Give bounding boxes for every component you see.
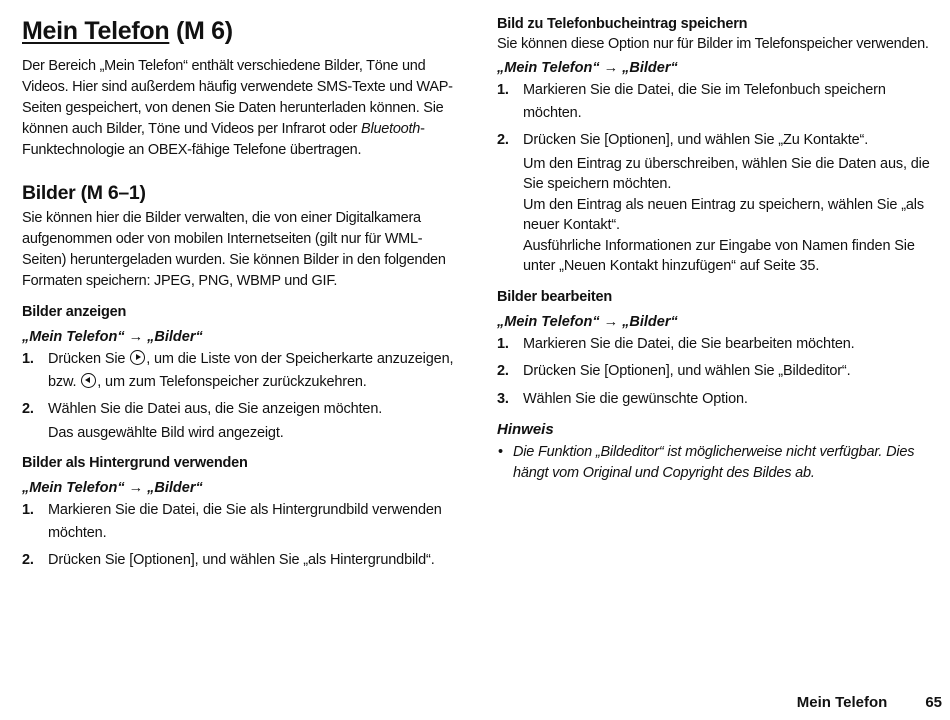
step-text: Drücken Sie [Optionen], und wählen Sie „Zu Kontakte“. [523, 132, 869, 148]
step-detail-text: Um den Eintrag zu überschreiben, wählen Sie die Daten aus, die Sie speichern möchten. [523, 155, 930, 192]
subheading-bilder-bearbeiten: Bilder bearbeiten [497, 288, 613, 305]
menu-path: „Mein Telefon“ → „Bilder“ [22, 480, 203, 496]
page-number: 65 [925, 694, 942, 711]
menu-path: „Mein Telefon“ → „Bilder“ [497, 313, 678, 330]
step-text: Markieren Sie die Datei, die Sie als Hintergrundbild verwenden möchten. [48, 502, 442, 541]
step-number: 2. [22, 401, 34, 417]
step-item [497, 129, 932, 277]
note-item: • Die Funktion „Bildeditor“ ist möglicherweise nicht verfügbar. Dies hängt vom Original und Copyright des Bildes ab. [497, 442, 932, 484]
note-list [497, 442, 932, 484]
step-text: Drücken Sie [Optionen], und wählen Sie „Bildeditor“. [523, 363, 851, 379]
step-item [22, 499, 462, 544]
step-text: Markieren Sie die Datei, die Sie im Telefonbuch speichern möchten. [523, 82, 886, 121]
right-column [497, 14, 932, 484]
page-footer [797, 694, 942, 720]
intro-bluetooth: Bluetooth [361, 121, 421, 137]
step-number: 1. [22, 351, 34, 367]
steps-bilder-bearbeiten [497, 333, 932, 411]
telefonbuch-description: Sie können diese Option nur für Bilder im Telefonspeicher verwenden. [497, 36, 929, 52]
step-number: 1. [497, 82, 509, 98]
menu-path: „Mein Telefon“ → „Bilder“ [22, 329, 203, 345]
step-number: 2. [22, 552, 34, 568]
step-number: 1. [497, 335, 509, 352]
intro-text-1: Der Bereich „Mein Telefon“ enthält verschiedene Bilder, Töne und Videos. Hier sind außerdem häufig verwendete SMS-Texte und WAP-Seiten gespeichert, von denen Sie Daten herunterladen können. Sie können auch Bilder, Töne und Videos per Infrarot oder [22, 58, 453, 137]
step-text: Drücken Sie [48, 351, 130, 367]
page-title-code: (M 6) [175, 17, 233, 45]
left-column [22, 14, 462, 577]
step-item [497, 333, 932, 356]
step-item [497, 360, 932, 383]
footer-section-title: Mein Telefon [796, 694, 888, 711]
intro-text-2: -Funktechnologie an OBEX-fähige Telefone übertragen. [22, 121, 425, 158]
intro-paragraph [22, 56, 462, 161]
step-text: Wählen Sie die gewünschte Option. [523, 390, 748, 407]
step-number: 2. [497, 363, 509, 379]
step-item [22, 398, 462, 443]
bilder-description: Sie können hier die Bilder verwalten, die von einer Digitalkamera aufgenommen oder von mobilen Internetseiten (gilt nur für WML-Seiten) heruntergeladen wurden. Sie können Bilder in den folgenden Formaten speichern: JPEG, PNG, WBMP und GIF. [22, 210, 446, 289]
step-item [497, 79, 932, 124]
page-title-main: Mein Telefon [22, 17, 170, 45]
nav-key-left-icon [81, 373, 96, 388]
step-text: Markieren Sie die Datei, die Sie bearbeiten möchten. [523, 335, 855, 352]
note-heading: Hinweis [497, 421, 554, 438]
section-heading-bilder: Bilder (M 6–1) [22, 182, 146, 204]
step-item [22, 549, 462, 572]
step-text: , um zum Telefonspeicher zurückzukehren. [97, 373, 367, 390]
step-text: Wählen Sie die Datei aus, die Sie anzeigen möchten. [48, 401, 383, 417]
step-text: Drücken Sie [Optionen], und wählen Sie „als Hintergrundbild“. [48, 552, 435, 568]
step-detail-text: Um den Eintrag als neuen Eintrag zu speichern, wählen Sie „als neuer Kontakt“. [523, 196, 924, 233]
step-number: 3. [497, 390, 509, 407]
step-number: 1. [22, 502, 34, 518]
page-title [22, 14, 462, 48]
step-item [497, 388, 932, 411]
steps-hintergrund [22, 499, 462, 572]
step-result-text: Das ausgewählte Bild wird angezeigt. [48, 424, 284, 441]
menu-path: „Mein Telefon“ → „Bilder“ [497, 60, 678, 76]
step-item [22, 348, 462, 393]
steps-bilder-anzeigen [22, 348, 462, 443]
step-detail-text: Ausführliche Informationen zur Eingabe von Namen finden Sie unter „Neuen Kontakt hinzufügen“ auf Seite 35. [523, 237, 915, 274]
subheading-bilder-anzeigen: Bilder anzeigen [22, 304, 127, 320]
subheading-telefonbuch: Bild zu Telefonbucheintrag speichern [497, 16, 748, 32]
nav-key-right-icon [130, 350, 145, 365]
step-text: , um die Liste von der Speicherkarte anzuzeigen, bzw. [48, 351, 454, 390]
step-number: 2. [497, 132, 509, 148]
steps-telefonbuch [497, 79, 932, 277]
subheading-hintergrund: Bilder als Hintergrund verwenden [22, 455, 248, 471]
